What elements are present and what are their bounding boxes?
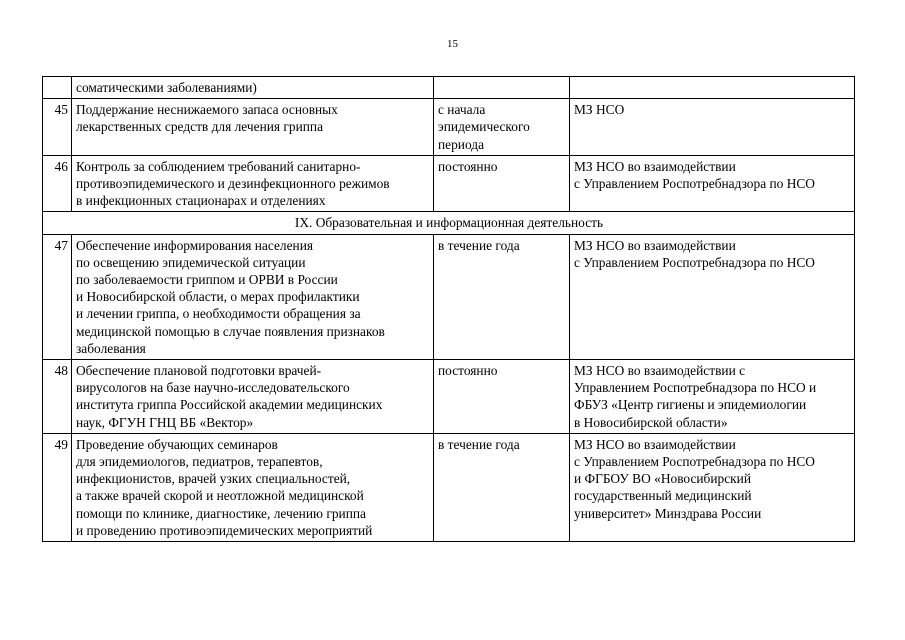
executor-cell: МЗ НСО bbox=[570, 99, 855, 156]
table-row bbox=[43, 77, 855, 99]
row-number-cell: 46 bbox=[43, 155, 72, 212]
executor-cell: МЗ НСО во взаимодействии с Управлением Роспотребнадзора по НСО и ФГБОУ ВО «Новосибирский государственный медицинский университет» Минздрава России bbox=[570, 433, 855, 541]
measure-cell: Поддержание неснижаемого запаса основных лекарственных средств для лечения гриппа bbox=[72, 99, 434, 156]
term-cell: постоянно bbox=[434, 155, 570, 212]
row-number-cell: 49 bbox=[43, 433, 72, 541]
term-cell bbox=[434, 77, 570, 99]
measure-cell: Обеспечение информирования населения по освещению эпидемической ситуации по заболеваемости гриппом и ОРВИ в России и Новосибирской области, о мерах профилактики и лечении гриппа, о необходимости обращения за медицинской помощью в случае появления признаков заболевания bbox=[72, 234, 434, 359]
measure-cell: соматическими заболеваниями) bbox=[72, 77, 434, 99]
executor-cell: МЗ НСО во взаимодействии с Управлением Роспотребнадзора по НСО bbox=[570, 155, 855, 212]
row-number-cell bbox=[43, 77, 72, 99]
term-cell: в течение года bbox=[434, 234, 570, 359]
table-row bbox=[43, 99, 855, 156]
measure-cell: Контроль за соблюдением требований санитарно- противоэпидемического и дезинфекционного режимов в инфекционных стационарах и отделениях bbox=[72, 155, 434, 212]
page-number: 15 bbox=[447, 38, 458, 50]
row-number-cell: 47 bbox=[43, 234, 72, 359]
table-row bbox=[43, 360, 855, 434]
section-title: IX. Образовательная и информационная деятельность bbox=[43, 212, 855, 234]
row-number-cell: 45 bbox=[43, 99, 72, 156]
term-cell: в течение года bbox=[434, 433, 570, 541]
section-header-row bbox=[43, 212, 855, 234]
measure-cell: Проведение обучающих семинаров для эпидемиологов, педиатров, терапевтов, инфекционистов, врачей узких специальностей, а также врачей скорой и неотложной медицинской помощи по клинике, диагностике, лечению гриппа и проведению противоэпидемических мероприятий bbox=[72, 433, 434, 541]
executor-cell: МЗ НСО во взаимодействии с Управлением Роспотребнадзора по НСО и ФБУЗ «Центр гигиены и эпидемиологии в Новосибирской области» bbox=[570, 360, 855, 434]
executor-cell: МЗ НСО во взаимодействии с Управлением Роспотребнадзора по НСО bbox=[570, 234, 855, 359]
measures-table bbox=[42, 76, 855, 542]
term-cell: постоянно bbox=[434, 360, 570, 434]
table-row bbox=[43, 433, 855, 541]
measures-table-body bbox=[43, 77, 855, 542]
measure-cell: Обеспечение плановой подготовки врачей- вирусологов на базе научно-исследовательского института гриппа Российской академии медицинских наук, ФГУН ГНЦ ВБ «Вектор» bbox=[72, 360, 434, 434]
table-row bbox=[43, 155, 855, 212]
row-number-cell: 48 bbox=[43, 360, 72, 434]
term-cell: с начала эпидемического периода bbox=[434, 99, 570, 156]
executor-cell bbox=[570, 77, 855, 99]
table-row bbox=[43, 234, 855, 359]
